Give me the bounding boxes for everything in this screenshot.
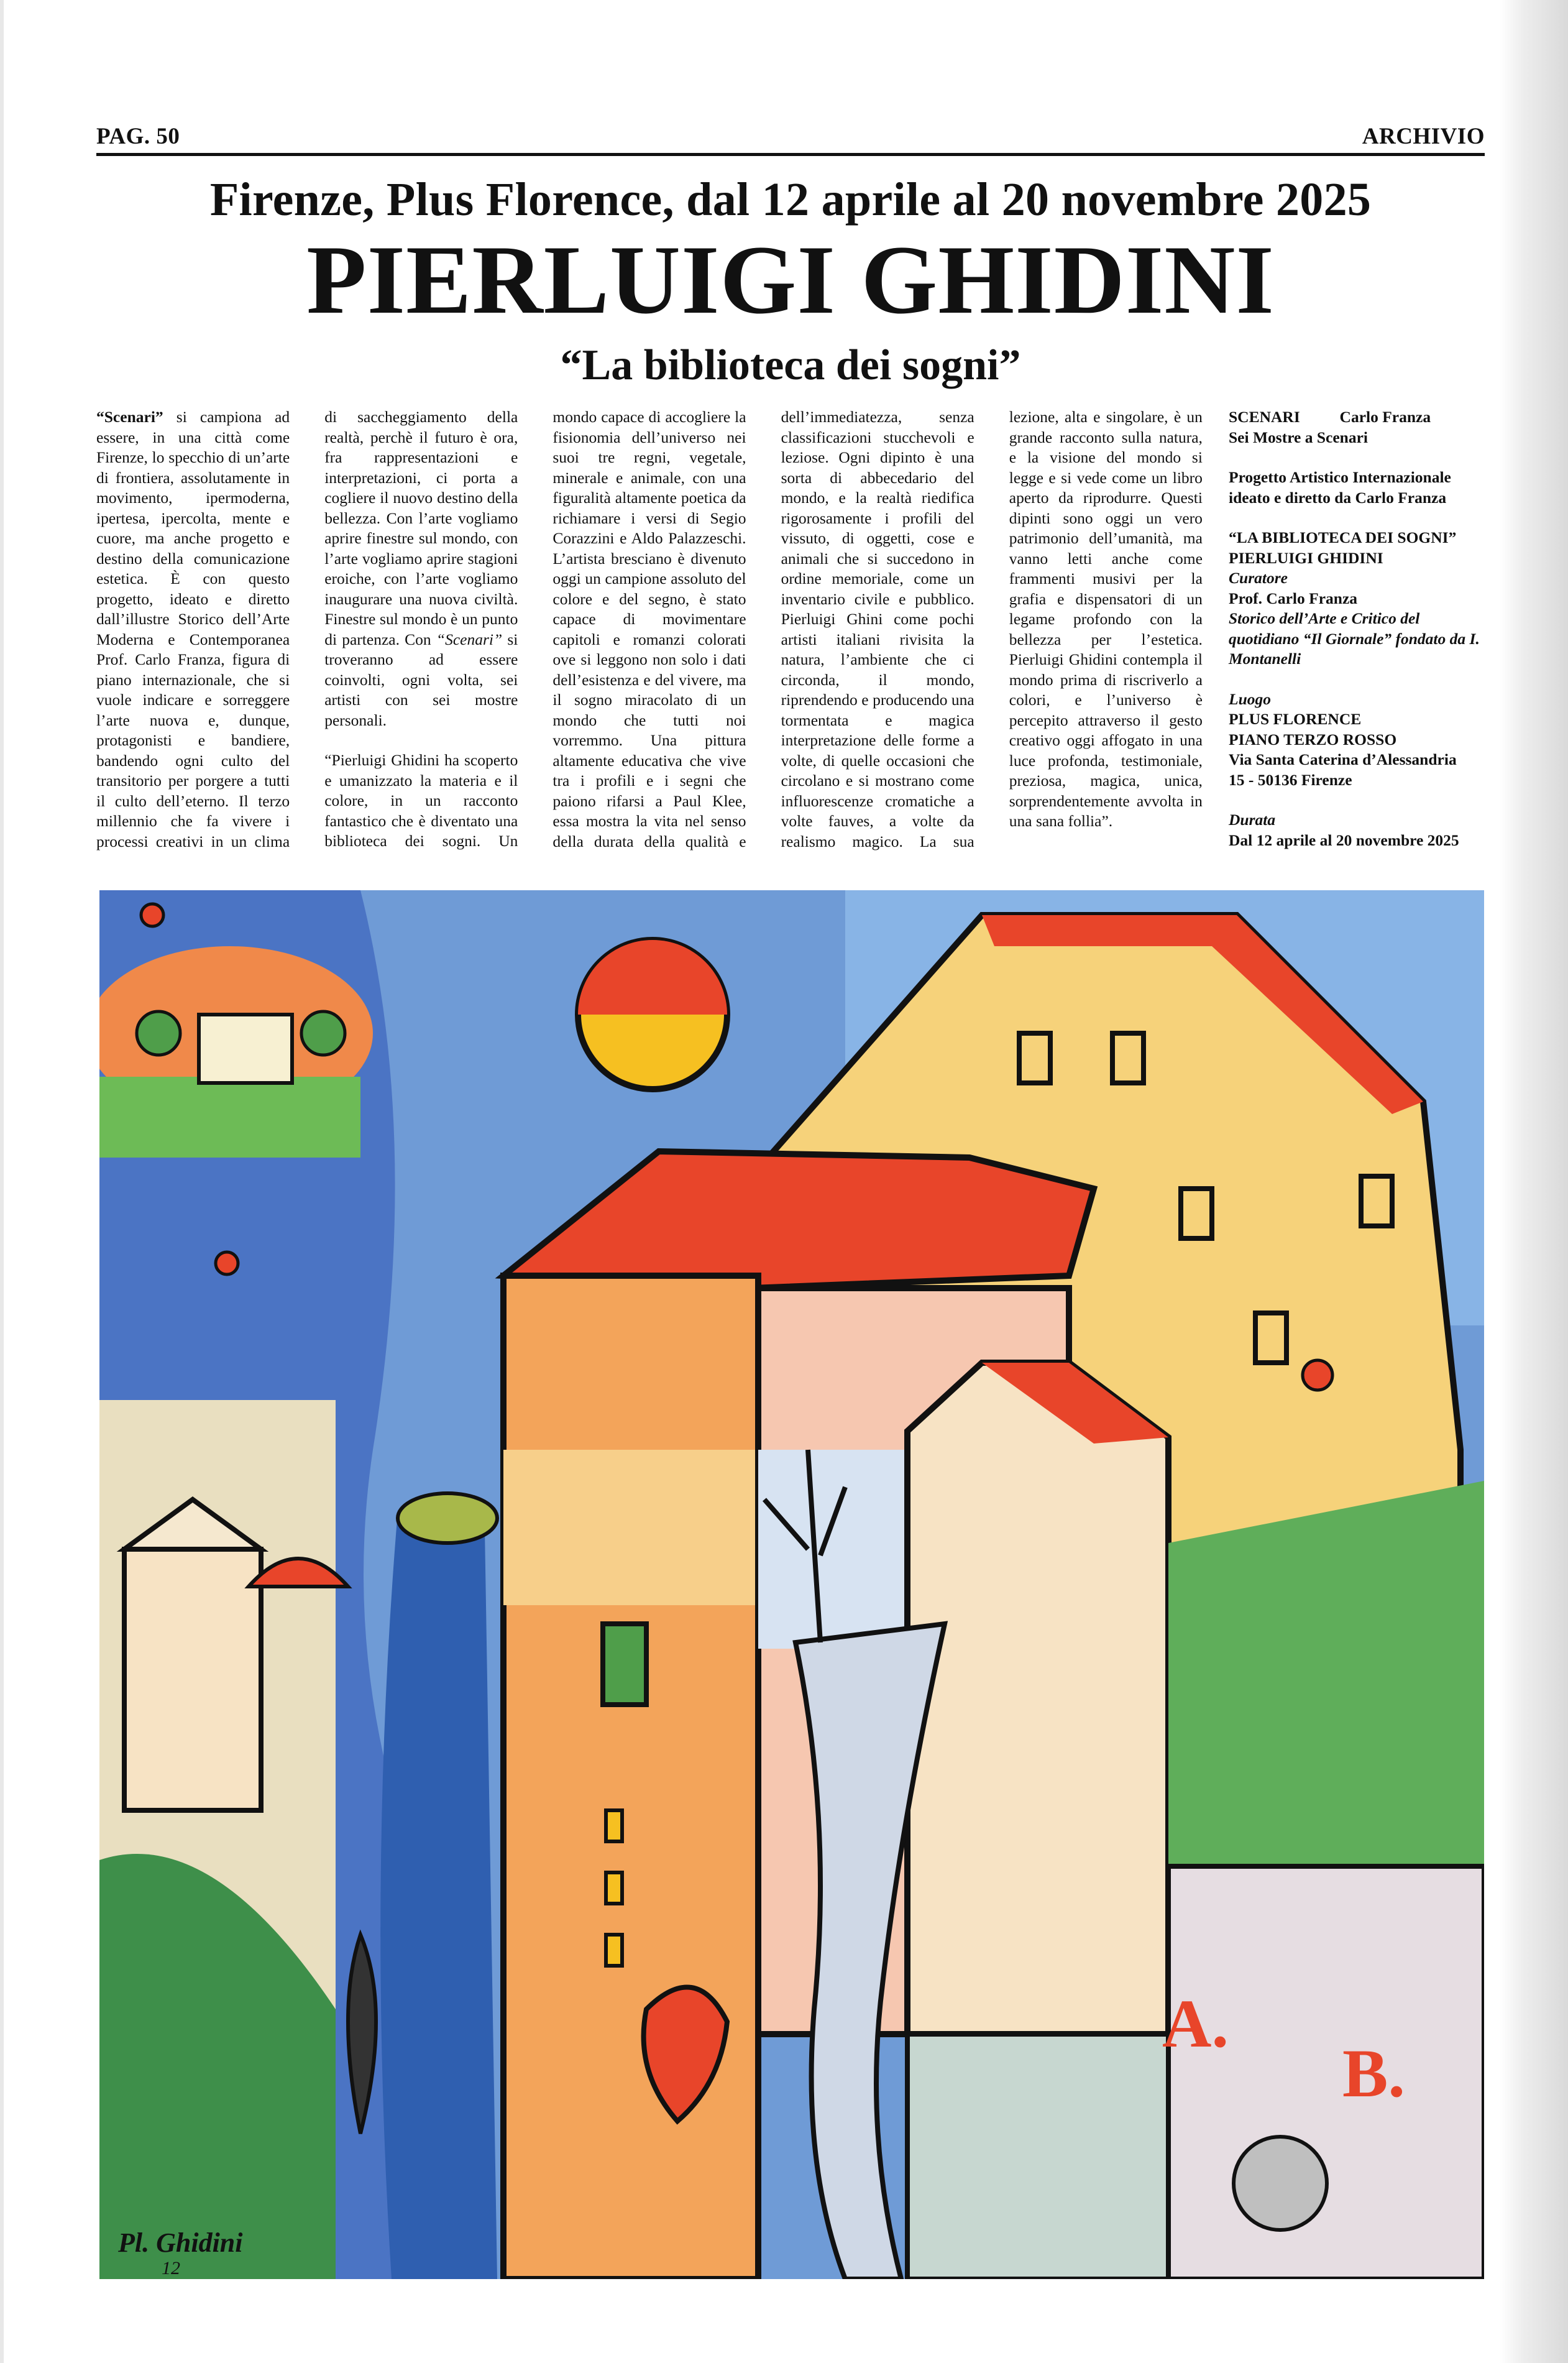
painting-green-shutter	[603, 1624, 646, 1705]
painting-letter-a: A.	[1162, 1986, 1229, 2061]
article-p1-body: si campiona ad essere, in una città come Firenze, lo specchio di un’arte di frontiera, assolutamente in movimento, ipermoderna, ipertesa, ipercolta, mente e cuore, ma anche progetto e destino della comunicazione estetica. È con questo progetto, ideato e diretto dall’illustre Storico dell’Arte Moderna e Contemporanea Prof. Carlo Franza, figura di piano internazionale, che si vuole indicare e sorreggere l’arte nuova e, dunque, protagonisti e bandiere, bandendo ogni culto del transitorio per porgere a tutti il culto dell’eterno. Il terzo millennio che fa vivere i processi creativi in un clima di saccheggiamento della realtà, perchè il futuro è ora, fra rappresentazioni e interpretazioni, ci porta a cogliere il nuovo destino della bellezza. Con l’arte vogliamo aprire finestre sul mondo, con l’arte vogliamo aprire stagioni eroiche, con l’arte vogliamo inaugurare una nuova civiltà. Finestre sul mondo è un punto di partenza. Con	[96, 408, 518, 850]
painting-tree-1	[137, 1011, 180, 1055]
project-line-1: Progetto Artistico Internazionale	[1229, 468, 1451, 486]
artwork-painting	[99, 890, 1484, 2279]
painting-signature-year: 12	[162, 2258, 180, 2278]
dates-value: Dal 12 aprile al 20 novembre 2025	[1229, 831, 1459, 849]
headline-dateline: Firenze, Plus Florence, dal 12 aprile al 20 novembre 2025	[209, 173, 1372, 226]
page-number: PAG. 50	[96, 124, 180, 149]
curator-description: Storico dell’Arte e Critico del quotidiano “Il Giornale” fondato da I. Montanelli	[1229, 609, 1480, 668]
painting-slot-2	[606, 1872, 622, 1904]
venue-floor: PIANO TERZO ROSSO	[1229, 730, 1397, 749]
venue-city: 15 - 50136 Firenze	[1229, 770, 1352, 789]
painting-left-house	[124, 1549, 261, 1810]
painting-island-grass	[99, 1077, 360, 1158]
venue-street: Via Santa Caterina d’Alessandria	[1229, 750, 1457, 768]
headline-subtitle: “La biblioteca dei sogni”	[560, 341, 1021, 389]
painting-ball-3	[1303, 1360, 1332, 1390]
painting-slot-1	[606, 1810, 622, 1841]
page-header-rule	[96, 122, 1485, 156]
exhibition-info-box	[1229, 407, 1490, 870]
headline-artist: PIERLUIGI GHIDINI	[306, 226, 1275, 334]
dates-label: Durata	[1229, 811, 1276, 829]
show-title: “LA BIBLIOTECA DEI SOGNI”	[1229, 528, 1457, 546]
painting-canvas	[99, 890, 1484, 2279]
article-p1-tail: si troveranno ad essere coinvolti, ogni volta, sei artisti con sei mostre personali.	[324, 630, 518, 729]
venue-label: Luogo	[1229, 689, 1272, 708]
article-paragraph-2: “Pierluigi Ghidini ha scoperto e umanizzato la materia e il colore, in un racconto fantastico che è diventato una biblioteca dei sogni. Un mondo capace di accogliere la fisionomia dell’universo nei suoi tre regni, vegetale, minerale e animale, con una figuralità altamente poetica da richiamare i versi di Segio Corazzini e Aldo Palazzeschi. L’artista bresciano è divenuto oggi un campione assoluto del colore e del segno, è stato capace di movimentare capitoli e romanzi colorati ove si leggono non solo i dati dell’esistenza e del vivere, ma il sogno miracolato di un mondo che tutti noi vorremmo. Una pittura altamente educativa che vive tra i profili e i segni che paiono rifarsi a Paul Klee, essa mostra la vita nel senso della durata della qualità e dell’immediatezza, senza classificazioni stucchevoli e leziose. Ogni dipinto è una sorta di abbecedario del mondo, e la realtà riedifica rigorosamente i profili del vissuto, di oggetti, cose e animali che si succedono in ordine memoriale, come un inventario civile e pubblico. Pierluigi Ghini come pochi artisti italiani rivisita la natura, l’ambiente che ci circonda, il mondo, riprendendo e producendo una tormentata e magica interpretazione delle forme a volte, di quelle occasioni che circolano e si mostrano come influorescenze cromatiche a volte fauves, a volte da realismo magico. La sua lezione, alta e singolare, è un grande racconto sulla natura, e la visione del mondo si legge e si vede come un libro aperto da riprodurre. Questi dipinti sono oggi un vero patrimonio dell’umanità, ma vanno letti anche come frammenti musivi per la grafia e dispensatori di un legame profondo con la bellezza per l’estetica. Pierluigi Ghidini contempla il mondo prima di riscriverlo a colori, e l’universo è percepito attraverso il gesto creativo oggi affogato in una luce profonda, testimoniale, preziosa, magica, unica, sorprendentemente avvolta in una sana follia”.	[324, 408, 1203, 850]
article-signature: Carlo Franza	[1339, 408, 1431, 426]
article-lead-word: “Scenari”	[96, 408, 163, 426]
painting-right-house	[907, 1363, 1168, 2034]
painting-signature: Pl. Ghidini	[118, 2227, 243, 2258]
painting-slot-3	[606, 1935, 622, 1966]
painting-green-hill	[1168, 1481, 1484, 1866]
curator-name: Prof. Carlo Franza	[1229, 589, 1358, 607]
painting-canal	[380, 1508, 497, 2279]
page-left-edge	[0, 0, 4, 2363]
painting-small-house	[199, 1015, 292, 1083]
painting-letter-b: B.	[1342, 2035, 1405, 2111]
series-title: SCENARI	[1229, 408, 1300, 426]
venue-name: PLUS FLORENCE	[1229, 710, 1362, 728]
painting-grey-apple	[1234, 2137, 1327, 2230]
article-p1-emphasis: “Scenari”	[436, 630, 503, 648]
painting-ball-1	[141, 904, 163, 926]
series-subtitle: Sei Mostre a Scenari	[1229, 428, 1369, 446]
show-artist: PIERLUIGI GHIDINI	[1229, 548, 1383, 567]
section-name: ARCHIVIO	[1362, 124, 1485, 149]
painting-tree-2	[301, 1011, 345, 1055]
painting-orange-house	[503, 1276, 758, 2279]
painting-wall-mid	[907, 2034, 1168, 2279]
painting-orange-band	[503, 1450, 758, 1605]
painting-ball-2	[216, 1252, 238, 1274]
curator-label: Curatore	[1229, 569, 1288, 587]
project-line-2: ideato e diretto da Carlo Franza	[1229, 488, 1447, 507]
page-fold-shadow	[1500, 0, 1568, 2363]
painting-canal-island	[398, 1493, 497, 1543]
painting-wall-right	[1168, 1866, 1484, 2279]
